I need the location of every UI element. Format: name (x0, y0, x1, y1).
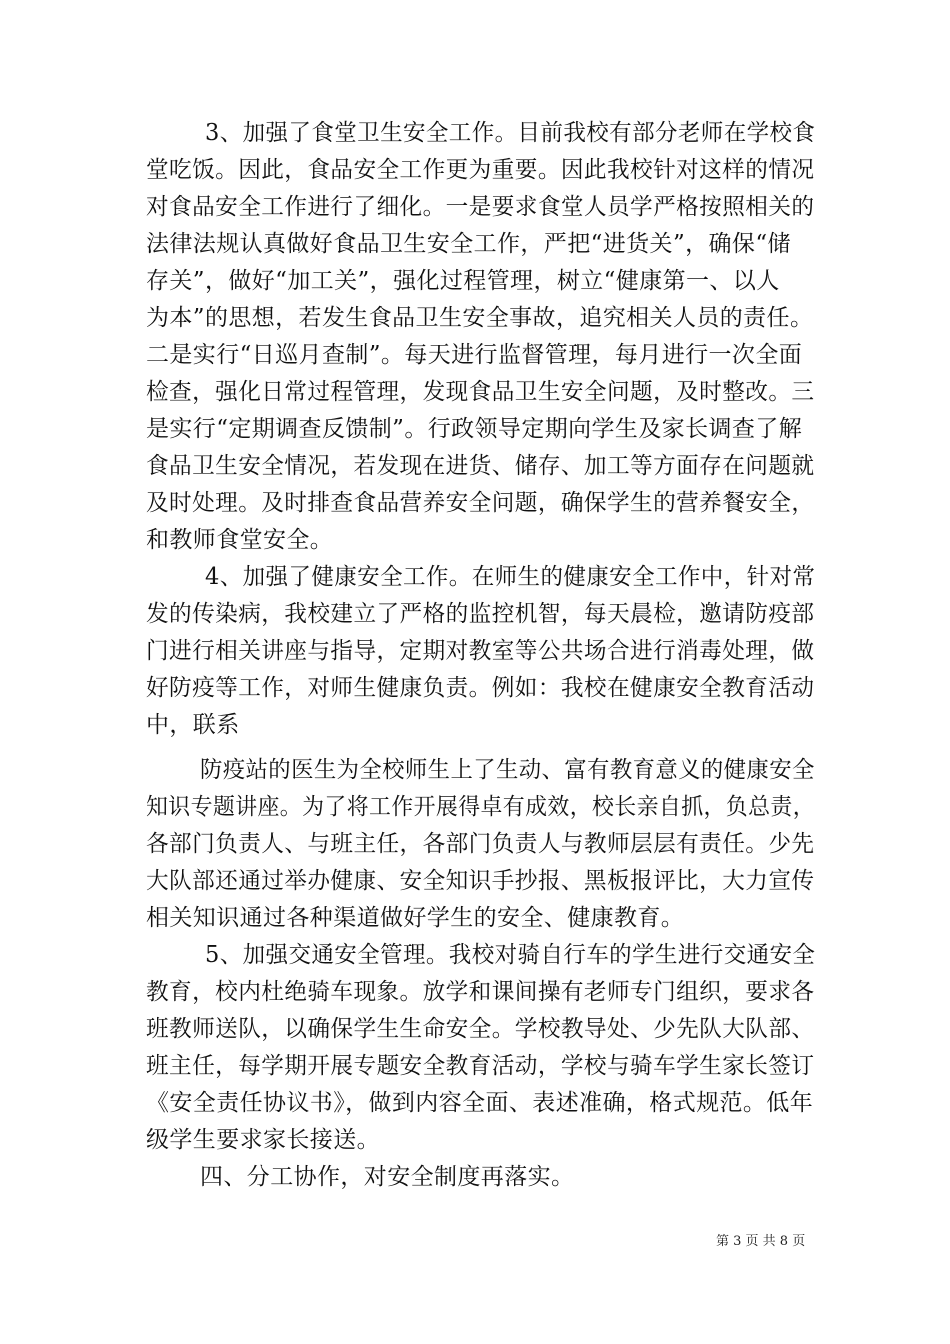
text-line: 《安全责任协议书》，做到内容全面、表述准确，格式规范。低年 (146, 1090, 814, 1116)
text-line: 发的传染病，我校建立了严格的监控机智，每天晨检，邀请防疫部 (146, 601, 815, 627)
text-line: 好防疫等工作，对师生健康负责。例如：我校在健康安全教育活动 (146, 675, 815, 701)
text-line: 对食品安全工作进行了细化。一是要求食堂人员学严格按照相关的 (146, 194, 815, 220)
text-line: 中，联系 (146, 712, 240, 738)
text-line: 食品卫生安全情况，若发现在进货、储存、加工等方面存在问题就 (146, 453, 815, 479)
text-line: 5、加强交通安全管理。我校对骑自行车的学生进行交通安全 (205, 942, 816, 968)
text-line: 存关”，做好“加工关”，强化过程管理，树立“健康第一、以人 (146, 268, 780, 294)
text-line: 知识专题讲座。为了将工作开展得卓有成效，校长亲自抓，负总责， (146, 794, 816, 820)
text-line: 级学生要求家长接送。 (146, 1127, 380, 1153)
text-line: 堂吃饭。因此，食品安全工作更为重要。因此我校针对这样的情况 (146, 157, 815, 183)
text-line: 二是实行“日巡月查制”。每天进行监督管理，每月进行一次全面 (146, 342, 803, 368)
text-line: 3、加强了食堂卫生安全工作。目前我校有部分老师在学校食 (205, 120, 816, 146)
text-line: 及时处理。及时排查食品营养安全问题，确保学生的营养餐安全， (146, 490, 815, 516)
page-number: 第 3 页 共 8 页 (716, 1234, 806, 1249)
text-line: 四、分工协作，对安全制度再落实。 (200, 1164, 575, 1190)
text-line: 相关知识通过各种渠道做好学生的安全、健康教育。 (146, 905, 685, 931)
text-line: 和教师食堂安全。 (146, 527, 334, 553)
text-line: 大队部还通过举办健康、安全知识手抄报、黑板报评比，大力宣传 (146, 868, 815, 894)
text-line: 班主任，每学期开展专题安全教育活动，学校与骑车学生家长签订 (146, 1053, 815, 1079)
text-line: 是实行“定期调查反馈制”。行政领导定期向学生及家长调查了解 (146, 416, 803, 442)
text-line: 检查，强化日常过程管理，发现食品卫生安全问题，及时整改。三 (146, 379, 815, 405)
text-line: 为本”的思想，若发生食品卫生安全事故，追究相关人员的责任。 (146, 305, 814, 331)
text-line: 教育，校内杜绝骑车现象。放学和课间操有老师专门组织，要求各 (146, 979, 815, 1005)
text-line: 法律法规认真做好食品卫生安全工作，严把“进货关”，确保“储 (146, 231, 791, 257)
text-line: 门进行相关讲座与指导，定期对教室等公共场合进行消毒处理，做 (146, 638, 815, 664)
text-line: 4、加强了健康安全工作。在师生的健康安全工作中，针对常 (205, 564, 816, 590)
text-line: 班教师送队，以确保学生生命安全。学校教导处、少先队大队部、 (146, 1016, 815, 1042)
text-line: 防疫站的医生为全校师生上了生动、富有教育意义的健康安全 (200, 757, 815, 783)
text-line: 各部门负责人、与班主任，各部门负责人与教师层层有责任。少先 (146, 831, 815, 857)
